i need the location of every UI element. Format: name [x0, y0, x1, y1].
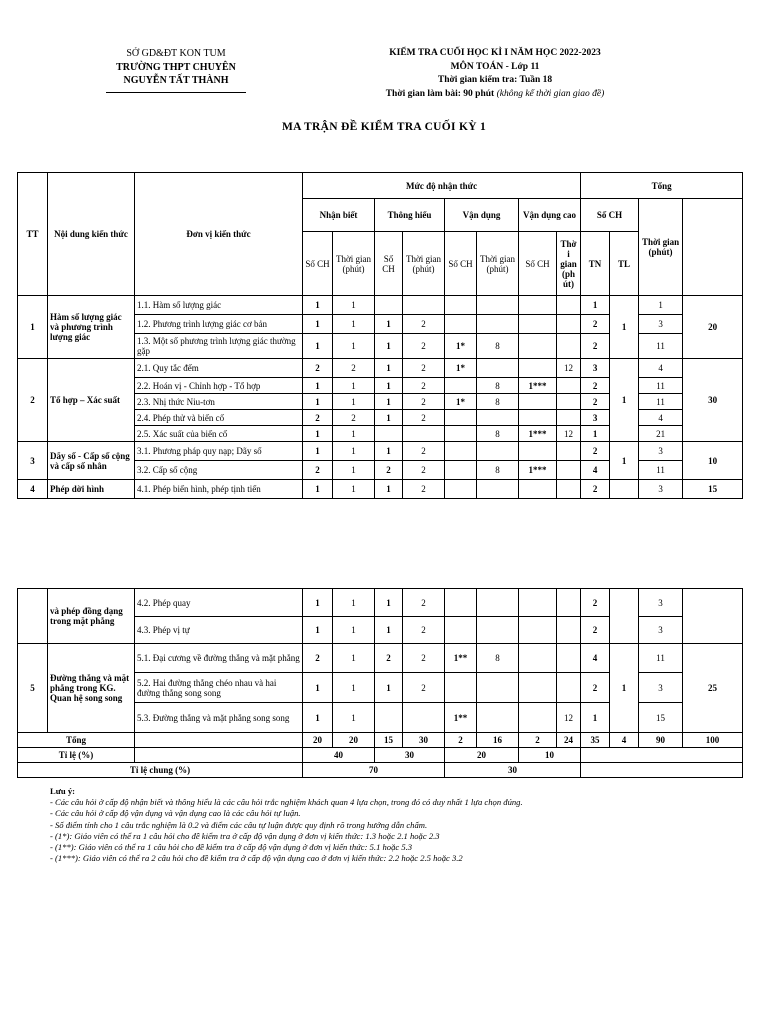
cell-vd-tg	[477, 673, 519, 703]
school-header	[96, 47, 256, 93]
totals-value: 35	[581, 733, 610, 748]
cell-nb-ch: 1	[303, 589, 333, 617]
cell-nb-ch: 2	[303, 359, 333, 378]
totals-value: 20	[333, 733, 375, 748]
row-unit: 2.3. Nhị thức Niu-tơn	[135, 394, 303, 410]
cell-vd-ch	[445, 296, 477, 315]
cell-th-ch	[375, 703, 403, 733]
cell-vdc-ch	[519, 394, 557, 410]
cell-th-tg: 2	[403, 480, 445, 499]
cell-vd-tg	[477, 410, 519, 426]
cell-vd-tg: 8	[477, 334, 519, 359]
cell-vdc-tg	[557, 394, 581, 410]
cell-th-ch: 1	[375, 410, 403, 426]
cell-tl: 1	[610, 442, 639, 480]
cell-vd-ch	[445, 410, 477, 426]
cell-tn: 2	[581, 315, 610, 334]
cell-nb-tg: 1	[333, 480, 375, 499]
cell-tn: 1	[581, 703, 610, 733]
cell-vdc-ch	[519, 589, 557, 617]
header-tn: TN	[581, 232, 610, 296]
cell-vd-tg: 8	[477, 378, 519, 394]
totals-value: 16	[477, 733, 519, 748]
cell-th-ch: 1	[375, 442, 403, 461]
row-unit: 2.4. Phép thử và biến cố	[135, 410, 303, 426]
cell-th-tg: 2	[403, 410, 445, 426]
header-van-dung-cao: Vận dụng cao	[519, 199, 581, 232]
common-ratio-label: Tỉ lệ chung (%)	[18, 763, 303, 778]
cell-vdc-ch	[519, 673, 557, 703]
header-time: Thời gian (phút)	[403, 232, 445, 296]
cell-vdc-tg: 12	[557, 359, 581, 378]
cell-vdc-tg	[557, 644, 581, 673]
cell-nb-tg: 1	[333, 673, 375, 703]
cell-total-time: 21	[639, 426, 683, 442]
cell-tn: 2	[581, 442, 610, 461]
row-content: và phép đồng dạng trong mặt phẳng	[48, 589, 135, 644]
note-line: - Các câu hỏi ở cấp độ nhận biết và thông hiểu là các câu hỏi trắc nghiệm khách quan 4 lựa chọn, trong đó có duy nhất 1 lựa chọn đúng.	[50, 797, 523, 808]
cell-nb-tg: 1	[333, 589, 375, 617]
cell-vdc-ch	[519, 410, 557, 426]
cell-nb-ch: 1	[303, 673, 333, 703]
cell-nb-tg: 1	[333, 703, 375, 733]
row-tt	[18, 589, 48, 644]
cell-total-time: 11	[639, 334, 683, 359]
cell-vdc-tg	[557, 461, 581, 480]
cell-vd-tg	[477, 315, 519, 334]
ratio-value: 20	[445, 748, 519, 763]
cell-total-time: 1	[639, 296, 683, 315]
row-unit: 5.1. Đại cương về đường thẳng và mặt phẳng	[135, 644, 303, 673]
table-row	[18, 644, 743, 673]
cell-vd-ch	[445, 378, 477, 394]
cell-percent: 30	[683, 359, 743, 442]
cell-th-tg: 2	[403, 334, 445, 359]
cell-vdc-ch	[519, 296, 557, 315]
cell-vd-tg: 8	[477, 394, 519, 410]
row-unit: 2.5. Xác suất của biến cố	[135, 426, 303, 442]
school-name-line1: TRƯỜNG THPT CHUYÊN	[116, 61, 236, 73]
header-underline	[106, 92, 246, 93]
header-nhan-biet: Nhận biết	[303, 199, 375, 232]
cell-tn: 3	[581, 359, 610, 378]
document-title: MA TRẬN ĐỀ KIỂM TRA CUỐI KỲ 1	[281, 121, 487, 133]
header-unit: Đơn vị kiến thức	[135, 173, 303, 296]
cell-th-tg: 2	[403, 589, 445, 617]
row-tt: 1	[18, 296, 48, 359]
cell-tl	[610, 589, 639, 644]
row-unit: 2.1. Quy tắc đếm	[135, 359, 303, 378]
cell-total-time: 3	[639, 673, 683, 703]
cell-tn: 4	[581, 461, 610, 480]
cell-total-time: 3	[639, 315, 683, 334]
cell-th-ch: 1	[375, 480, 403, 499]
totals-value: 100	[683, 733, 743, 748]
cell-vdc-ch	[519, 644, 557, 673]
cell-total-time: 3	[639, 617, 683, 644]
school-name-line2: NGUYỄN TẤT THÀNH	[123, 75, 229, 86]
cell-vdc-ch: 1***	[519, 378, 557, 394]
cell-tl: 1	[610, 644, 639, 733]
row-unit: 2.2. Hoán vị - Chỉnh hợp - Tổ hợp	[135, 378, 303, 394]
cell-vdc-tg: 12	[557, 703, 581, 733]
cell-nb-ch: 1	[303, 426, 333, 442]
row-unit: 5.2. Hai đường thẳng chéo nhau và hai đường thẳng song song	[135, 673, 303, 703]
cell-vd-ch: 1**	[445, 703, 477, 733]
cell-vd-ch	[445, 442, 477, 461]
cell-vdc-tg	[557, 334, 581, 359]
cell-vd-tg: 8	[477, 644, 519, 673]
cell-nb-tg: 2	[333, 359, 375, 378]
cell-vdc-tg: 12	[557, 426, 581, 442]
table-row	[18, 763, 743, 778]
cell-vd-ch	[445, 480, 477, 499]
header-cognitive-level: Mức độ nhận thức	[303, 173, 581, 199]
cell-vdc-tg	[557, 617, 581, 644]
cell-th-ch: 1	[375, 378, 403, 394]
cell-total-time: 11	[639, 394, 683, 410]
cell-vdc-tg	[557, 480, 581, 499]
ratio-blank	[581, 748, 743, 763]
cell-total-time: 4	[639, 359, 683, 378]
cell-th-tg	[403, 426, 445, 442]
cell-nb-tg: 1	[333, 394, 375, 410]
cell-nb-ch: 2	[303, 461, 333, 480]
totals-value: 30	[403, 733, 445, 748]
cell-vdc-ch	[519, 442, 557, 461]
row-unit: 1.1. Hàm số lượng giác	[135, 296, 303, 315]
cell-nb-tg: 2	[333, 410, 375, 426]
cell-tn: 2	[581, 334, 610, 359]
cell-vd-ch: 1*	[445, 334, 477, 359]
cell-tl	[610, 480, 639, 499]
totals-value: 15	[375, 733, 403, 748]
table-row	[18, 442, 743, 461]
cell-tn: 2	[581, 673, 610, 703]
cell-th-ch	[375, 426, 403, 442]
cell-total-time: 11	[639, 644, 683, 673]
cell-th-ch: 1	[375, 359, 403, 378]
cell-total-time: 3	[639, 480, 683, 499]
totals-value: 90	[639, 733, 683, 748]
cell-th-ch: 1	[375, 394, 403, 410]
cell-vdc-tg	[557, 442, 581, 461]
cell-nb-ch: 1	[303, 296, 333, 315]
totals-value: 20	[303, 733, 333, 748]
cell-nb-tg: 1	[333, 461, 375, 480]
cell-th-tg: 2	[403, 394, 445, 410]
cell-th-tg	[403, 703, 445, 733]
cell-th-ch: 2	[375, 644, 403, 673]
table-row	[18, 173, 743, 199]
cell-tn: 1	[581, 296, 610, 315]
cell-total-time: 3	[639, 442, 683, 461]
note-line: - (1***): Giáo viên có thể ra 2 câu hỏi cho đề kiểm tra ở cấp độ vận dụng cao ở đơn vị kiến thức: 2.2 hoặc 2.5 hoặc 3.2	[50, 853, 463, 864]
common-ratio-blank	[581, 763, 743, 778]
cell-vdc-tg	[557, 315, 581, 334]
row-content: Phép dời hình	[48, 480, 135, 499]
cell-tn: 2	[581, 394, 610, 410]
cell-th-tg: 2	[403, 644, 445, 673]
row-unit: 4.2. Phép quay	[135, 589, 303, 617]
row-tt: 2	[18, 359, 48, 442]
cell-th-tg: 2	[403, 461, 445, 480]
cell-vd-tg: 8	[477, 426, 519, 442]
cell-vdc-ch: 1***	[519, 426, 557, 442]
totals-value: 4	[610, 733, 639, 748]
cell-nb-tg: 1	[333, 426, 375, 442]
header-time: Thời gian (phút)	[333, 232, 375, 296]
exam-name: KIỂM TRA CUỐI HỌC KÌ I NĂM HỌC 2022-2023	[389, 48, 601, 58]
header-so-ch: Số CH	[375, 232, 403, 296]
exam-duration-note: (không kể thời gian giao đề)	[496, 88, 605, 99]
totals-label: Tổng	[18, 733, 135, 748]
cell-nb-tg: 1	[333, 334, 375, 359]
table-row	[18, 589, 743, 617]
header-content: Nội dung kiến thức	[48, 173, 135, 296]
cell-vdc-ch	[519, 359, 557, 378]
cell-vd-ch	[445, 617, 477, 644]
header-time-narrow: Thờ i gian (ph út)	[557, 232, 581, 296]
row-unit: 3.2. Cấp số cộng	[135, 461, 303, 480]
row-content: Hàm số lượng giác và phương trình lượng giác	[48, 296, 135, 359]
row-tt: 4	[18, 480, 48, 499]
row-content: Dãy số - Cấp số cộng và cấp số nhân	[48, 442, 135, 480]
header-thong-hieu: Thông hiểu	[375, 199, 445, 232]
cell-tl: 1	[610, 359, 639, 442]
cell-vdc-ch	[519, 480, 557, 499]
cell-vd-tg	[477, 296, 519, 315]
cell-percent: 15	[683, 480, 743, 499]
cell-vd-tg: 8	[477, 461, 519, 480]
cell-vd-tg	[477, 617, 519, 644]
cell-nb-ch: 1	[303, 703, 333, 733]
cell-vd-ch: 1*	[445, 359, 477, 378]
table-row	[18, 733, 743, 748]
row-unit: 4.1. Phép biến hình, phép tịnh tiến	[135, 480, 303, 499]
cell-th-tg: 2	[403, 378, 445, 394]
cell-total-time: 11	[639, 461, 683, 480]
cell-th-ch: 1	[375, 315, 403, 334]
note-line: - (1**): Giáo viên có thể ra 1 câu hỏi cho đề kiểm tra ở cấp độ vận dụng ở đơn vị kiến thức: 5.1 hoặc 5.3	[50, 842, 413, 853]
cell-vd-ch	[445, 315, 477, 334]
exam-matrix-table-continued	[17, 588, 743, 778]
ratio-value: 10	[519, 748, 581, 763]
header-total: Tổng	[581, 173, 743, 199]
cell-vd-ch	[445, 589, 477, 617]
cell-vdc-ch	[519, 315, 557, 334]
cell-tn: 2	[581, 480, 610, 499]
row-unit: 1.2. Phương trình lượng giác cơ bản	[135, 315, 303, 334]
row-tt: 3	[18, 442, 48, 480]
cell-th-ch: 1	[375, 673, 403, 703]
cell-nb-tg: 1	[333, 442, 375, 461]
cell-nb-ch: 2	[303, 644, 333, 673]
header-tl: TL	[610, 232, 639, 296]
cell-percent: 10	[683, 442, 743, 480]
notes-heading: Lưu ý:	[50, 786, 75, 796]
cell-th-ch: 1	[375, 334, 403, 359]
totals-value: 2	[519, 733, 557, 748]
cell-vd-ch: 1**	[445, 644, 477, 673]
cell-vd-ch	[445, 673, 477, 703]
header-total-time: Thời gian (phút)	[639, 199, 683, 296]
cell-total-time: 3	[639, 589, 683, 617]
exam-header	[330, 47, 660, 101]
cell-vd-tg	[477, 703, 519, 733]
cell-vdc-tg	[557, 296, 581, 315]
cell-th-ch: 2	[375, 461, 403, 480]
cell-percent: 20	[683, 296, 743, 359]
note-line: - Số điểm tính cho 1 câu trắc nghiệm là 0.2 và điểm các câu tự luận được quy định rõ trong hướng dẫn chấm.	[50, 819, 428, 830]
ratio-label: Tỉ lệ (%)	[18, 748, 135, 763]
row-content: Đường thẳng và mặt phẳng trong KG. Quan hệ song song	[48, 644, 135, 733]
cell-nb-ch: 1	[303, 315, 333, 334]
cell-total-time: 4	[639, 410, 683, 426]
table-row	[18, 480, 743, 499]
table-row	[18, 748, 743, 763]
header-tt: TT	[18, 173, 48, 296]
row-unit: 4.3. Phép vị tự	[135, 617, 303, 644]
cell-nb-ch: 1	[303, 480, 333, 499]
note-line: - Các câu hỏi ở cấp độ vận dụng và vận dụng cao là các câu hỏi tự luận.	[50, 808, 301, 819]
cell-tn: 2	[581, 378, 610, 394]
cell-tn: 2	[581, 589, 610, 617]
cell-nb-tg: 1	[333, 644, 375, 673]
cell-vd-tg	[477, 589, 519, 617]
header-so-ch: Số CH	[445, 232, 477, 296]
cell-nb-tg: 1	[333, 617, 375, 644]
cell-tl: 1	[610, 296, 639, 359]
department-name: SỞ GD&ĐT KON TUM	[126, 48, 226, 59]
header-time: Thời gian (phút)	[477, 232, 519, 296]
exam-subject: MÔN TOÁN - Lớp 11	[450, 61, 540, 72]
cell-vdc-tg	[557, 589, 581, 617]
totals-value: 24	[557, 733, 581, 748]
table-row	[18, 359, 743, 378]
row-unit: 5.3. Đường thẳng và mặt phẳng song song	[135, 703, 303, 733]
cell-vdc-tg	[557, 673, 581, 703]
totals-blank	[135, 733, 303, 748]
cell-th-tg: 2	[403, 617, 445, 644]
cell-nb-ch: 1	[303, 378, 333, 394]
row-unit: 1.3. Một số phương trình lượng giác thường gặp	[135, 334, 303, 359]
cell-nb-ch: 1	[303, 394, 333, 410]
cell-nb-tg: 1	[333, 315, 375, 334]
cell-percent: 25	[683, 644, 743, 733]
cell-th-ch: 1	[375, 589, 403, 617]
row-content: Tổ hợp – Xác suất	[48, 359, 135, 442]
header-so-ch-total: Số CH	[581, 199, 639, 232]
cell-th-tg	[403, 296, 445, 315]
cell-total-time: 15	[639, 703, 683, 733]
cell-vdc-ch: 1***	[519, 461, 557, 480]
ratio-value: 30	[375, 748, 445, 763]
common-ratio-value: 30	[445, 763, 581, 778]
cell-vd-ch: 1*	[445, 394, 477, 410]
cell-vdc-ch	[519, 703, 557, 733]
cell-vd-tg	[477, 442, 519, 461]
header-so-ch: Số CH	[519, 232, 557, 296]
header-van-dung: Vận dụng	[445, 199, 519, 232]
cell-vdc-ch	[519, 617, 557, 644]
row-tt: 5	[18, 644, 48, 733]
cell-th-tg: 2	[403, 359, 445, 378]
exam-week: Thời gian kiểm tra: Tuần 18	[437, 75, 553, 85]
cell-vd-ch	[445, 461, 477, 480]
cell-th-tg: 2	[403, 442, 445, 461]
ratio-value: 40	[303, 748, 375, 763]
table-row	[18, 296, 743, 315]
cell-th-ch: 1	[375, 617, 403, 644]
cell-vd-ch	[445, 426, 477, 442]
cell-nb-ch: 1	[303, 334, 333, 359]
cell-vdc-tg	[557, 378, 581, 394]
note-line: - (1*): Giáo viên có thể ra 1 câu hỏi cho đề kiểm tra ở cấp độ vận dụng ở đơn vị kiến thức: 1.3 hoặc 2.1 hoặc 2.3	[50, 830, 440, 841]
cell-vd-tg	[477, 480, 519, 499]
cell-vdc-ch	[519, 334, 557, 359]
cell-th-ch	[375, 296, 403, 315]
cell-vd-tg	[477, 359, 519, 378]
cell-tn: 4	[581, 644, 610, 673]
exam-duration: Thời gian làm bài: 90 phút	[385, 88, 495, 99]
cell-vdc-tg	[557, 410, 581, 426]
cell-percent	[683, 589, 743, 644]
cell-th-tg: 2	[403, 673, 445, 703]
cell-nb-tg: 1	[333, 296, 375, 315]
cell-total-time: 11	[639, 378, 683, 394]
cell-th-tg: 2	[403, 315, 445, 334]
header-so-ch: Số CH	[303, 232, 333, 296]
cell-nb-ch: 1	[303, 442, 333, 461]
exam-duration-line	[330, 88, 660, 102]
cell-tn: 3	[581, 410, 610, 426]
cell-tn: 1	[581, 426, 610, 442]
notes-section	[50, 786, 730, 864]
cell-tn: 2	[581, 617, 610, 644]
ratio-blank	[135, 748, 303, 763]
row-unit: 3.1. Phương pháp quy nạp; Dãy số	[135, 442, 303, 461]
common-ratio-value: 70	[303, 763, 445, 778]
cell-nb-ch: 1	[303, 617, 333, 644]
totals-value: 2	[445, 733, 477, 748]
cell-nb-tg: 1	[333, 378, 375, 394]
exam-matrix-table	[17, 172, 743, 499]
cell-nb-ch: 2	[303, 410, 333, 426]
